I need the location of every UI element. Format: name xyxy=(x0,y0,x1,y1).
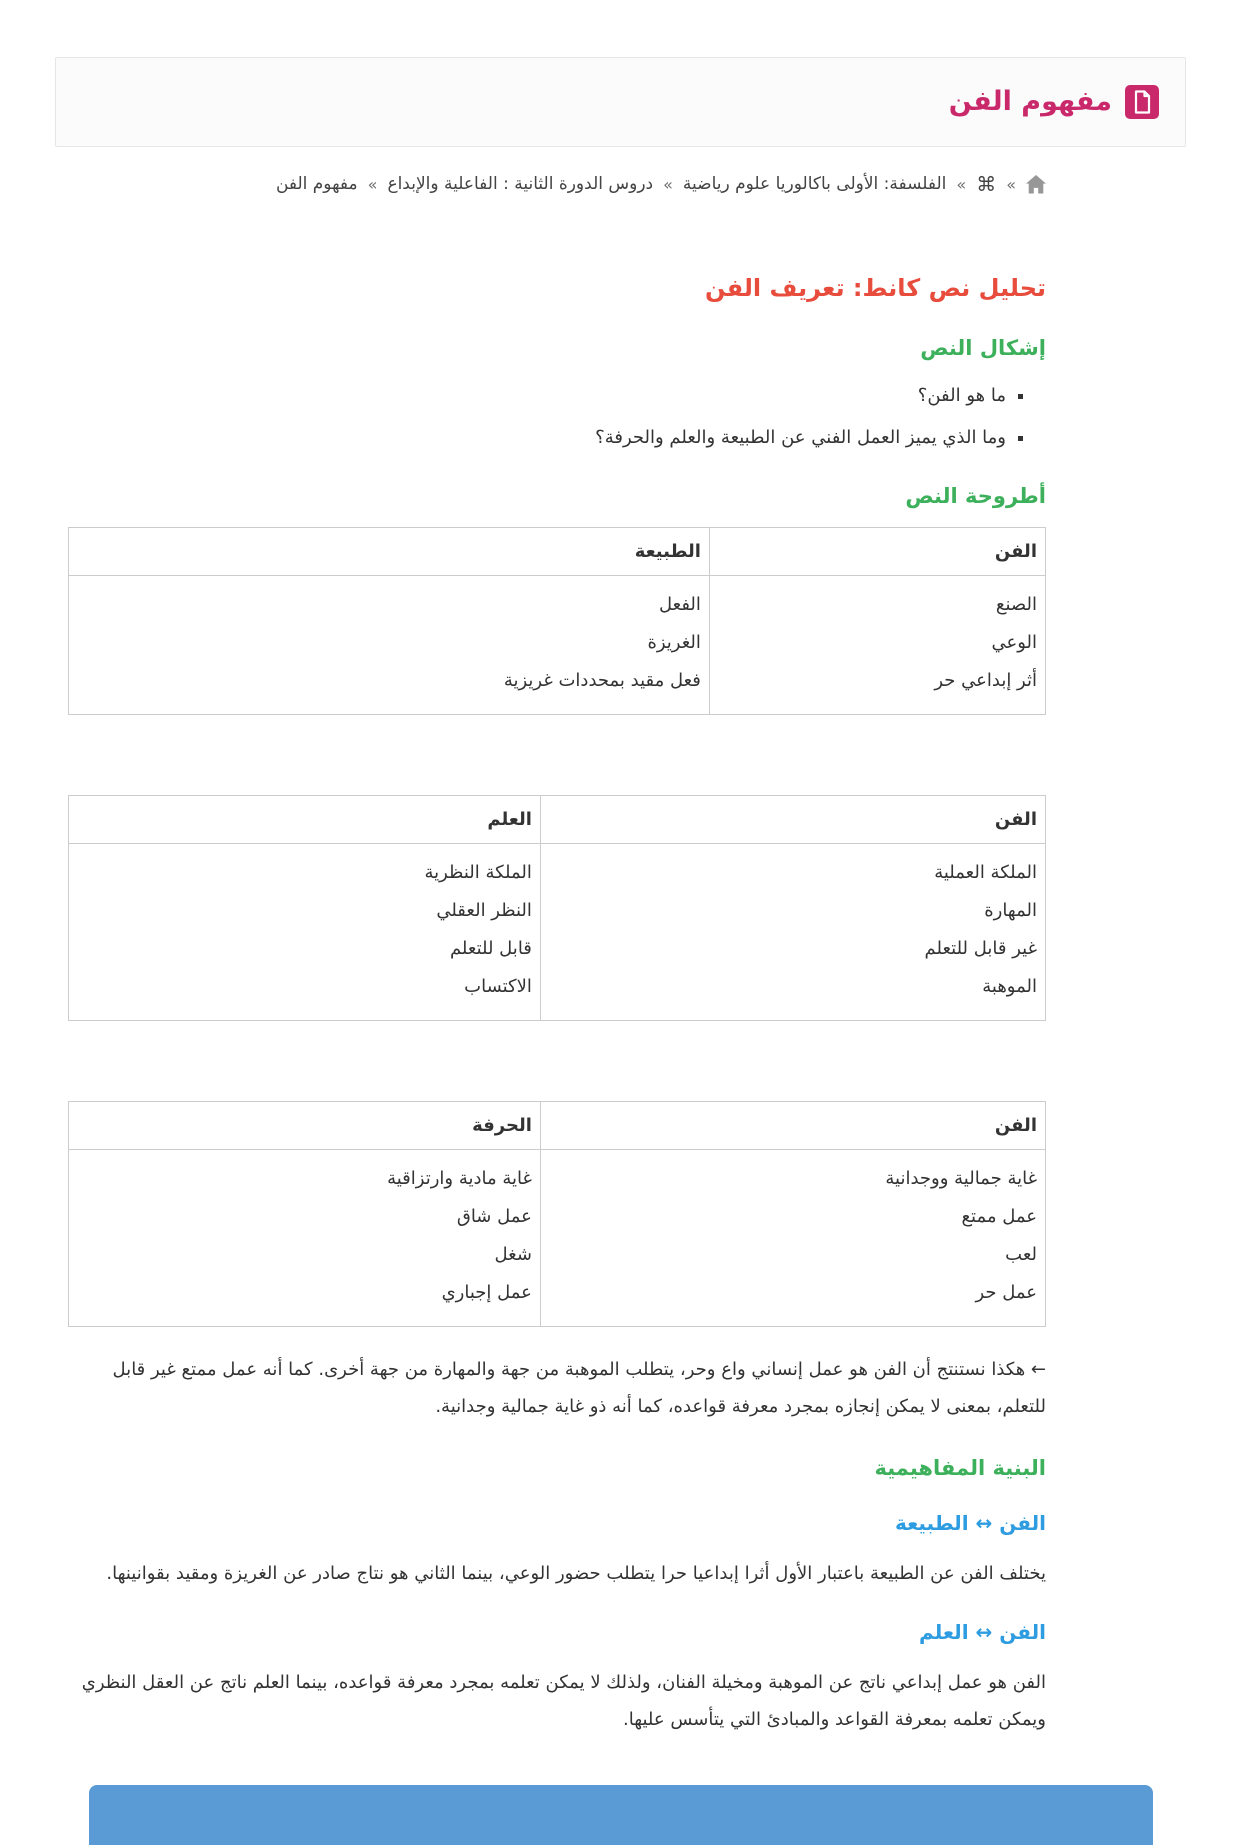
table-body-row xyxy=(69,1150,1046,1327)
table-cell-art xyxy=(540,844,1045,1021)
table-cell-line: فعل مقيد بمحددات غريزية xyxy=(503,670,701,691)
breadcrumb-separator: » xyxy=(663,174,673,194)
table-cell-line: غاية جمالية ووجدانية xyxy=(885,1168,1037,1189)
table-cell-art xyxy=(709,576,1045,715)
table-cell-line: الفعل xyxy=(659,594,701,615)
pdf-file-icon-svg xyxy=(1125,85,1159,119)
list-item-question: ▪ وما الذي يميز العمل الفني عن الطبيعة والعلم والحرفة؟ xyxy=(68,423,1006,453)
title-row xyxy=(82,83,1159,121)
breadcrumb-current-page: مفهوم الفن xyxy=(275,174,358,194)
breadcrumb-level-course[interactable]: دروس الدورة الثانية : الفاعلية والإبداع xyxy=(387,174,654,194)
table-column-header: الفن xyxy=(540,1102,1045,1150)
table-body-row xyxy=(69,576,1046,715)
table-cell-line: قابل للتعلم xyxy=(449,938,532,959)
page xyxy=(0,57,1241,1811)
table-cell-line: عمل شاق xyxy=(456,1206,532,1227)
subheading-art-vs-science: الفن ↔ العلم xyxy=(919,1620,1046,1644)
table-cell-line: الصنع xyxy=(995,594,1037,615)
heading-text-thesis: أطروحة النص xyxy=(905,484,1046,508)
breadcrumb-separator: » xyxy=(956,174,967,194)
table-cell-line: غير قابل للتعلم xyxy=(924,938,1037,959)
table-column-header: الفن xyxy=(540,796,1045,844)
comparison-table-art-science xyxy=(68,795,1046,1021)
breadcrumb-separator: » xyxy=(1006,174,1016,194)
table-cell-line: الاكتساب xyxy=(464,976,532,997)
section-heading-text-analysis: تحليل نص كانط: تعريف الفن xyxy=(705,274,1046,302)
table-cell-line: عمل حر xyxy=(975,1282,1037,1303)
breadcrumb-separator: » xyxy=(367,174,378,194)
lesson-header-card xyxy=(55,57,1186,147)
heading-conceptual-structure: البنية المفاهيمية xyxy=(874,1456,1046,1480)
table-cell-line: أثر إبداعي حر xyxy=(934,670,1037,691)
table-column-header: الفن xyxy=(709,528,1045,576)
breadcrumb xyxy=(68,169,1046,199)
pdf-file-icon[interactable] xyxy=(1125,85,1159,119)
table-column-header: العلم xyxy=(69,796,541,844)
table-column-header: الحرفة xyxy=(69,1102,541,1150)
comparison-table-art-craft xyxy=(68,1101,1046,1327)
table-cell-line: النظر العقلي xyxy=(436,900,532,921)
table-cell-line: عمل ممتع xyxy=(961,1206,1037,1227)
table-cell-line: المهارة xyxy=(984,900,1037,921)
table-cell-art xyxy=(540,1150,1045,1327)
article xyxy=(68,169,1046,1738)
breadcrumb-level-subject[interactable]: الفلسفة: الأولى باكالوريا علوم رياضية xyxy=(682,174,947,194)
home-icon[interactable] xyxy=(1026,175,1046,194)
table-cell-line: لعب xyxy=(1005,1244,1037,1265)
category-command-icon[interactable]: ⌘ xyxy=(976,172,997,196)
conclusion-paragraph: ← هكذا نستنتج أن الفن هو عمل إنساني واع وحر، يتطلب الموهبة من جهة والمهارة من جهة أخرى. كما أنه عمل ممتع غير قابل للتعلم، بمعنى لا يمكن إنجازه بمجرد معرفة قواعده، كما أنه ذو غاية جمالية وجدانية. xyxy=(112,1359,1046,1417)
table-cell-line: الوعي xyxy=(991,632,1037,653)
comparison-table-art-nature xyxy=(68,527,1046,715)
table-cell-line: الغريزة xyxy=(647,632,701,653)
table-cell-line: شغل xyxy=(494,1244,532,1265)
heading-text-problem: إشكال النص xyxy=(920,336,1046,360)
table-cell-nature xyxy=(69,576,710,715)
problem-questions-list xyxy=(68,381,1046,453)
table-cell-line: عمل إجباري xyxy=(441,1282,532,1303)
subheading-art-vs-nature: الفن ↔ الطبيعة xyxy=(894,1511,1046,1535)
table-cell-craft xyxy=(69,1150,541,1327)
paragraph-art-vs-nature: يختلف الفن عن الطبيعة باعتبار الأول أثرا إبداعيا حرا يتطلب حضور الوعي، بينما الثاني هو نتاج صادر عن الغريزة ومقيد بقوانينها. xyxy=(106,1563,1046,1584)
table-cell-science xyxy=(69,844,541,1021)
paragraph-art-vs-science: الفن هو عمل إبداعي ناتج عن الموهبة ومخيلة الفنان، ولذلك لا يمكن تعلمه بمجرد معرفة قواعده، بينما العلم ناتج عن العقل النظري ويمكن تعلمه بمعرفة القواعد والمبادئ التي يتأسس عليها. xyxy=(81,1672,1046,1730)
table-cell-line: الملكة النظرية xyxy=(424,862,532,883)
page-title: مفهوم الفن xyxy=(948,86,1112,117)
table-header-row xyxy=(69,796,1046,844)
bottom-panel-bar[interactable] xyxy=(89,1785,1153,1845)
table-cell-line: الملكة العملية xyxy=(934,862,1037,883)
home-icon-svg xyxy=(1026,175,1046,194)
table-cell-line: غاية مادية وارتزاقية xyxy=(387,1168,532,1189)
list-item-question: ▪ ما هو الفن؟ xyxy=(68,381,1006,411)
table-body-row xyxy=(69,844,1046,1021)
table-cell-line: الموهبة xyxy=(982,976,1037,997)
table-column-header: الطبيعة xyxy=(69,528,710,576)
table-header-row xyxy=(69,1102,1046,1150)
table-header-row xyxy=(69,528,1046,576)
